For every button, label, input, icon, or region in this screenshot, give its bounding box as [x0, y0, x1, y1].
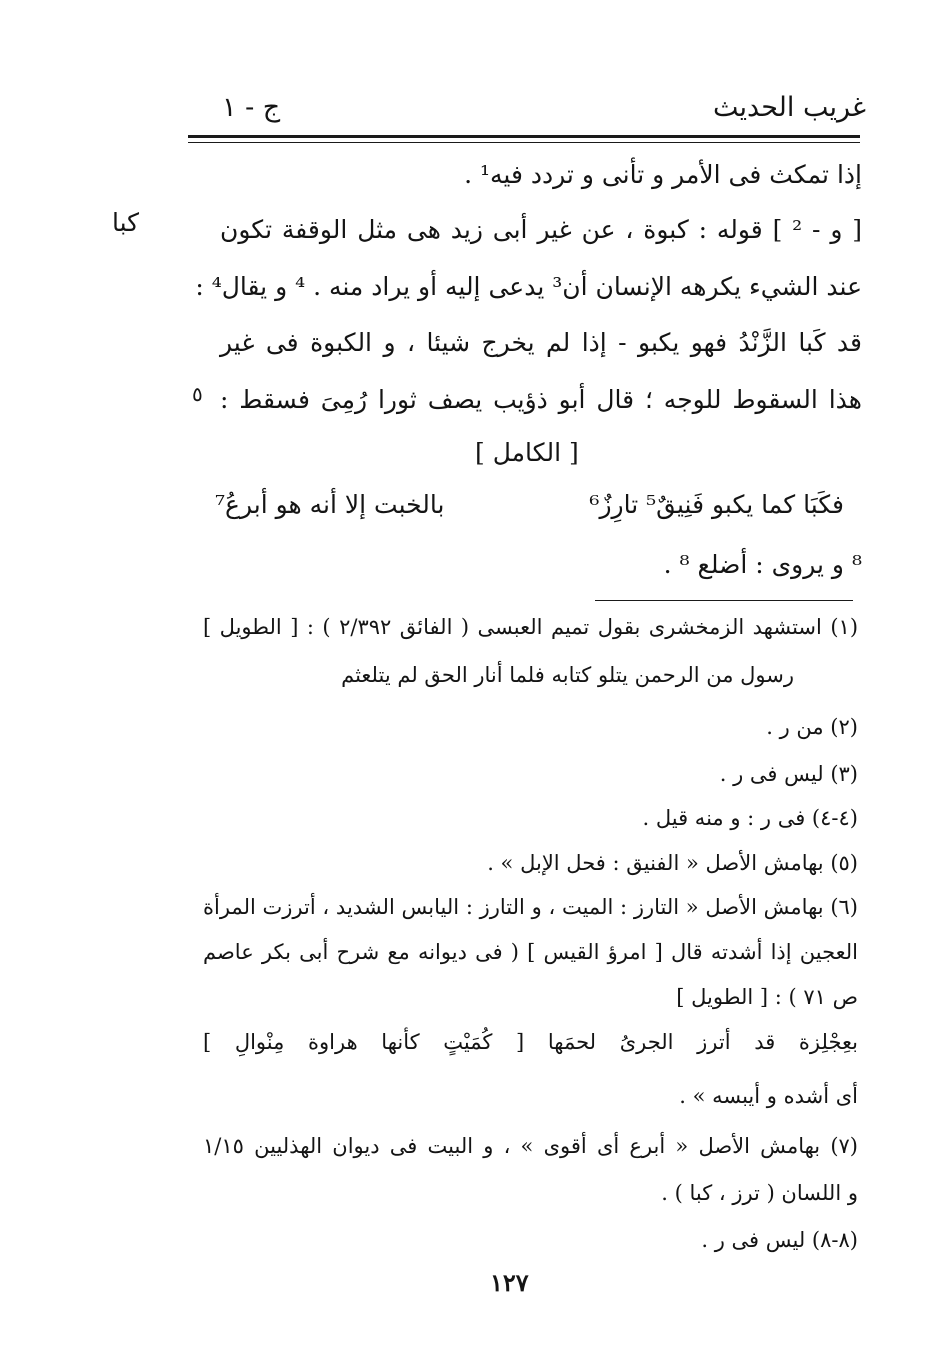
main-text-line: عند الشيء يكرهه الإنسان أن³ يدعى إليه أو يراد منه . ⁴ و يقال⁴ : [195, 272, 862, 301]
footnote-verse-line: بعِجْلِزة قد أترز الجرىُ لحمَها [ كُمَيْتٍ كأنها هراوة مِنْوالِ ] [203, 1030, 858, 1054]
line-number-marker: ٥ [192, 382, 203, 406]
running-header-part: ج - ١ [222, 92, 281, 123]
footnote-line: (٣) ليس فى ر . [719, 762, 858, 786]
main-text-line: إذا تمكث فى الأمر و تأنى و تردد فيه¹ . [464, 160, 862, 189]
footnote-line: العجين إذا أشدته قال [ امرؤ القيس ] ( فى ديوانه مع شرح أبى بكر عاصم [203, 940, 858, 964]
header-rule-thin [188, 142, 860, 143]
footnote-line: ص ٧١ ) : [ الطويل ] [676, 985, 858, 1009]
footnote-line: (٨-٨) ليس فى ر . [701, 1228, 858, 1252]
footnote-line: (٥) بهامش الأصل « الفنيق : فحل الإبل » . [487, 851, 858, 875]
footnote-line: (٤-٤) فى ر : و منه قيل . [642, 806, 858, 830]
footnote-line: أى أشده و أيبسه » . [679, 1084, 858, 1108]
footnote-separator [595, 600, 853, 601]
main-text-line: [ و - ² ] قوله : كبوة ، عن غير أبى زيد هى مثل الوقفة تكون [220, 215, 862, 244]
main-text-line: قد كَبا الزَّنْدُ فهو يكبو - إذا لم يخرج شيئا ، و الكبوة فى غير [220, 328, 862, 357]
footnote-line: (٦) بهامش الأصل « التارز : الميت ، و التارز : اليابس الشديد ، أترزت المرأة [203, 895, 858, 919]
margin-headword: كبا [112, 208, 140, 237]
footnote-verse-line: رسول من الرحمن يتلو كتابه فلما أنار الحق لم يتلعثم [341, 663, 794, 687]
footnote-line: (٧) بهامش الأصل « أبرع أى أقوى » ، و البيت فى ديوان الهذليين ١/١٥ [203, 1134, 858, 1158]
verse-hemistich-first: فكَبَا كما يكبو فَنِيقٌ⁵ تارِزٌ⁶ [589, 490, 844, 519]
verse-hemistich-second: بالخبت إلا أنه هو أبرعُ⁷ [215, 490, 445, 519]
verse-variant-reading: ⁸ و يروى : أضلع ⁸ . [663, 550, 862, 579]
running-header-title: غريب الحديث [713, 92, 866, 123]
main-text-line: هذا السقوط للوجه ؛ قال أبو ذؤيب يصف ثورا رُمِىَ فسقط : [220, 385, 862, 414]
header-rule-thick [188, 135, 860, 138]
footnote-line: و اللسان ( ترز ، كبا ) . [661, 1181, 858, 1205]
footnote-line: (١) استشهد الزمخشرى بقول تميم العبسى ( الفائق ٢/٣٩٢ ) : [ الطويل ] [203, 615, 859, 639]
verse-meter-label: [ الكامل ] [475, 438, 579, 467]
footnote-line: (٢) من ر . [766, 715, 858, 739]
page-number: ١٢٧ [490, 1268, 529, 1297]
